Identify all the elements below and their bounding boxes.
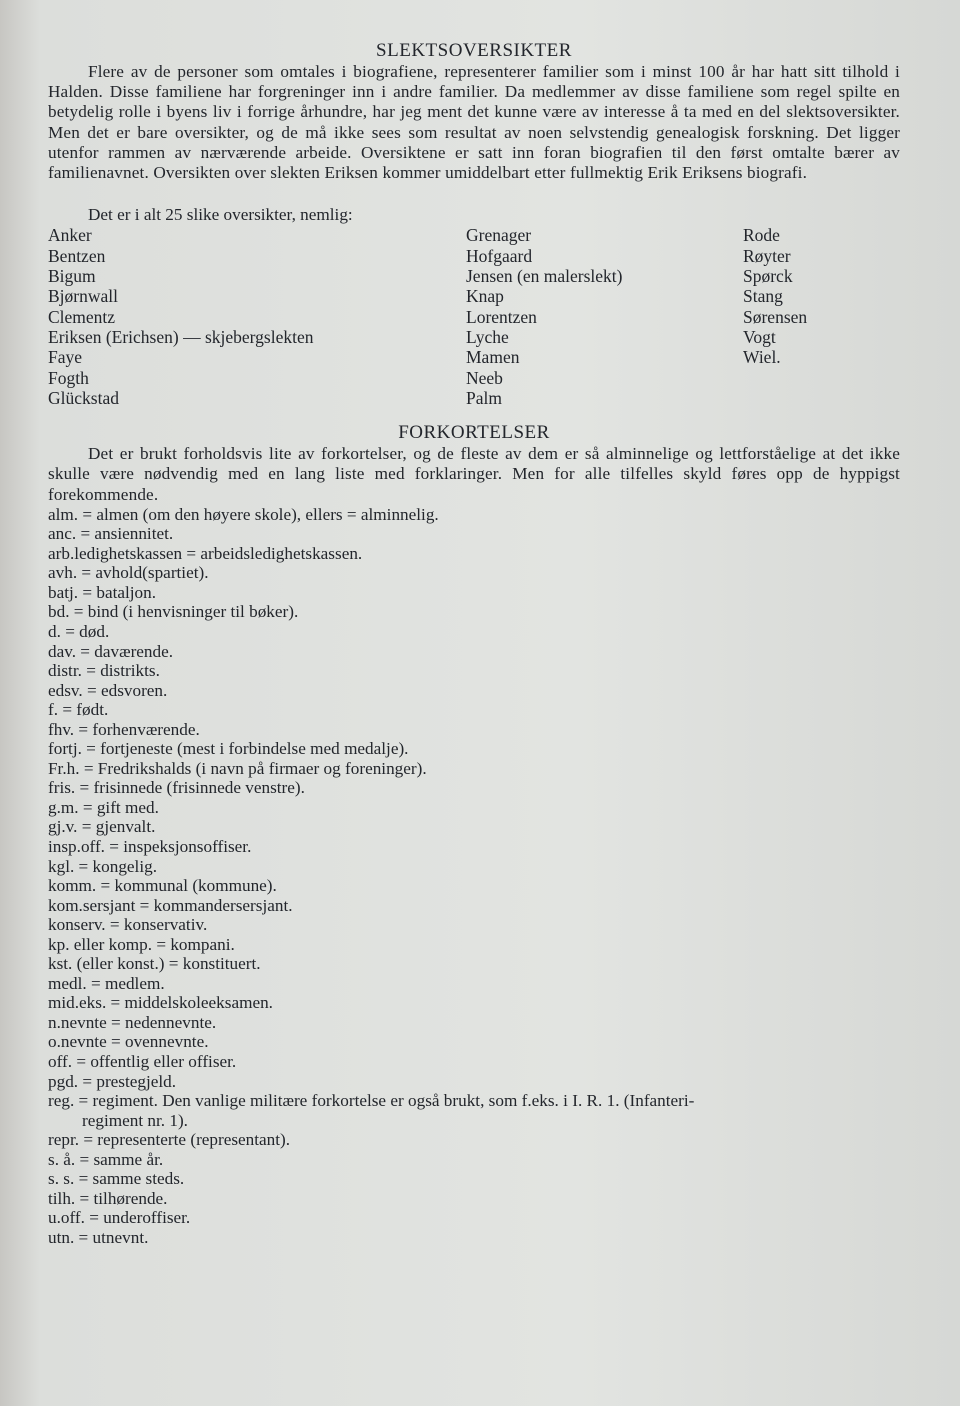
family-name: Knap <box>466 286 504 307</box>
family-name: Wiel. <box>743 347 781 368</box>
document-page <box>48 40 900 1380</box>
abbreviation-entry: kp. eller komp. = kompani. <box>48 934 235 954</box>
abbreviation-entry: fortj. = fortjeneste (mest i forbindelse med medalje). <box>48 739 409 759</box>
abbreviation-entry: tilh. = tilhørende. <box>48 1188 168 1208</box>
forkortelser-paragraph: Det er brukt forholdsvis lite av forkortelser, og de fleste av dem er så alminnelige og lettforståelige at det ikke skulle være nødvendig med en lang liste med forklaringer. Men for alle tilfelles skyld føres opp de hyppigst forekommende. <box>48 444 900 504</box>
family-name: Sørensen <box>743 306 808 327</box>
family-name: Clementz <box>48 306 116 327</box>
abbreviation-entry: o.nevnte = ovennevnte. <box>48 1032 209 1052</box>
abbreviation-entry: fhv. = forhenværende. <box>48 719 200 739</box>
family-name: Fogth <box>48 367 89 388</box>
family-name: Faye <box>48 347 83 368</box>
abbreviation-entry: dav. = daværende. <box>48 641 174 661</box>
abbreviation-entry: medl. = medlem. <box>48 973 165 993</box>
abbreviation-entry: insp.off. = inspeksjonsoffiser. <box>48 837 252 856</box>
abbreviation-entry: konserv. = konservativ. <box>48 915 208 935</box>
slektsoversikter-paragraph: Flere av de personer som omtales i biografiene, representerer familier som i minst 100 år har hatt sitt tilhold i Halden. Disse familiene har forgreninger inn i andre familier. Da medlemmer av disse familiene som regel spilte en betydelig rolle i byens liv i forrige århundre, har jeg ment det kunne være av interesse å ta med en del slektsoversikter. Men det er bare oversikter, og de må ikke sees som resultat av noen selvstendig genealogisk forskning. Det ligger utenfor rammen av nærværende arbeide. Oversiktene er satt inn foran biografien til den først omtalte bærer av familienavnet. Oversikten over slekten Eriksen kommer umiddelbart etter fullmektig Erik Eriksens biografi. <box>48 62 900 183</box>
family-name: Bigum <box>48 266 96 287</box>
family-name: Bjørnwall <box>48 286 118 307</box>
abbreviation-entry: kst. (eller konst.) = konstituert. <box>48 954 261 974</box>
abbreviation-entry: u.off. = underoffiser. <box>48 1208 191 1228</box>
family-name: Vogt <box>743 326 776 347</box>
family-name: Anker <box>48 225 92 246</box>
abbreviation-entry: kgl. = kongelig. <box>48 856 157 876</box>
abbreviation-entry: avh. = avhold(spartiet). <box>48 563 209 583</box>
abbreviation-entry: off. = offentlig eller offiser. <box>48 1052 237 1072</box>
abbreviation-entry: d. = død. <box>48 621 110 641</box>
abbreviation-entry: fris. = frisinnede (frisinnede venstre). <box>48 778 305 798</box>
family-name: Hofgaard <box>466 245 533 266</box>
family-list <box>48 225 900 408</box>
family-name: Rode <box>743 225 780 246</box>
family-name: Jensen (en malerslekt) <box>466 266 623 287</box>
abbreviation-entry: batj. = bataljon. <box>48 582 157 602</box>
abbreviation-entry-continuation: regiment nr. 1). <box>82 1110 188 1130</box>
abbreviation-entry: distr. = distrikts. <box>48 661 160 681</box>
family-name: Grenager <box>466 225 532 246</box>
family-name: Neeb <box>466 367 503 388</box>
abbreviation-entry: utn. = utnevnt. <box>48 1227 149 1247</box>
family-name: Palm <box>466 387 502 408</box>
abbreviation-entry: f. = født. <box>48 700 109 720</box>
family-name: Lorentzen <box>466 306 537 327</box>
family-name: Eriksen (Erichsen) — skjebergslekten <box>48 326 314 347</box>
family-name: Bentzen <box>48 245 106 266</box>
abbreviation-entry: pgd. = prestegjeld. <box>48 1071 177 1091</box>
abbreviation-entry: anc. = ansiennitet. <box>48 524 174 544</box>
family-name: Stang <box>743 286 783 307</box>
abbreviation-entry: arb.ledighetskassen = arbeidsledighetskassen. <box>48 543 363 563</box>
section-heading-slektsoversikter: SLEKTSOVERSIKTER <box>376 40 572 61</box>
abbreviation-list <box>48 505 900 1248</box>
family-column-3 <box>743 225 893 408</box>
abbreviation-entry: gj.v. = gjenvalt. <box>48 817 156 837</box>
family-column-2 <box>466 225 743 408</box>
abbreviation-entry: s. å. = samme år. <box>48 1149 164 1169</box>
family-name: Glückstad <box>48 387 119 408</box>
abbreviation-entry: Fr.h. = Fredrikshalds (i navn på firmaer og foreninger). <box>48 758 427 778</box>
families-intro: Det er i alt 25 slike oversikter, nemlig: <box>88 205 353 225</box>
abbreviation-entry: repr. = representerte (representant). <box>48 1130 291 1150</box>
family-name: Røyter <box>743 245 791 266</box>
abbreviation-entry: komm. = kommunal (kommune). <box>48 876 277 896</box>
family-name: Lyche <box>466 326 509 347</box>
abbreviation-entry: bd. = bind (i henvisninger til bøker). <box>48 602 299 622</box>
abbreviation-entry: kom.sersjant = kommandersersjant. <box>48 895 293 915</box>
abbreviation-entry: alm. = almen (om den høyere skole), ellers = alminnelig. <box>48 504 439 524</box>
abbreviation-entry: n.nevnte = nedennevnte. <box>48 1012 217 1032</box>
family-name: Spørck <box>743 266 793 287</box>
abbreviation-entry: reg. = regiment. Den vanlige militære forkortelse er også brukt, som f.eks. i I. R. 1. (Infanteri- <box>48 1091 695 1111</box>
family-name: Mamen <box>466 347 520 368</box>
abbreviation-entry: s. s. = samme steds. <box>48 1169 185 1189</box>
section-heading-forkortelser: FORKORTELSER <box>398 422 550 444</box>
abbreviation-entry: edsv. = edsvoren. <box>48 680 168 700</box>
abbreviation-entry: mid.eks. = middelskoleeksamen. <box>48 993 273 1013</box>
abbreviation-entry: g.m. = gift med. <box>48 797 159 817</box>
family-column-1 <box>48 225 466 408</box>
